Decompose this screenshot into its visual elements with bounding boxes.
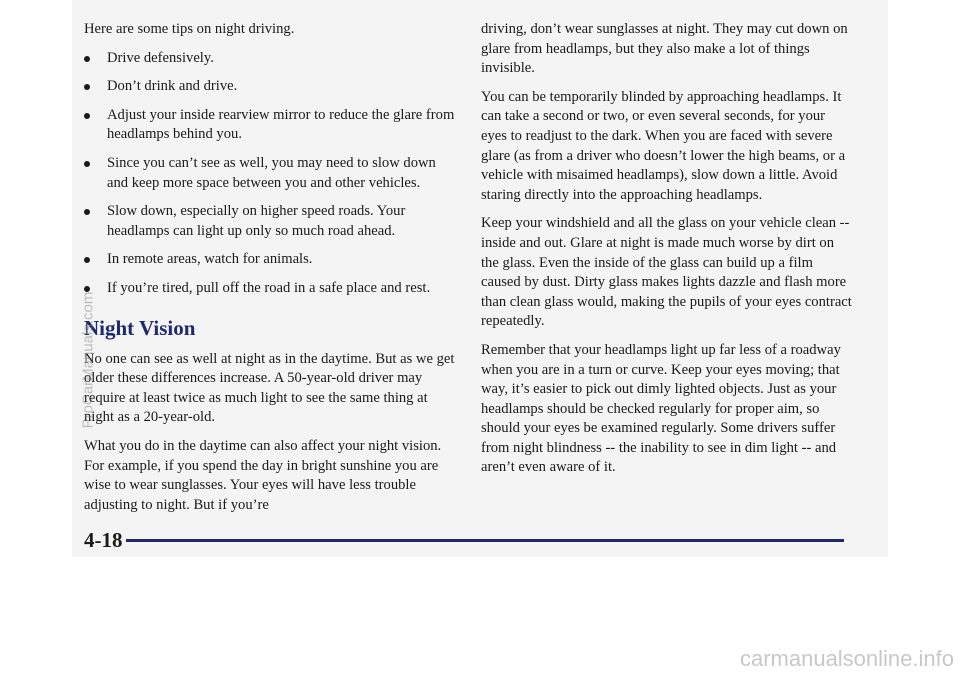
list-item: Adjust your inside rearview mirror to reduce the glare from headlamps behind you.: [84, 106, 459, 145]
section-heading: Night Vision: [84, 315, 196, 340]
body-paragraph: No one can see as well at night as in the daytime. But as we get older these differences increase. A 50-year-old driver may require at least twice as much light to see the same thing at night as a 20-year-old.: [84, 350, 455, 426]
body-paragraph: What you do in the daytime can also affect your night vision. For example, if you spend the day in bright sunshine you are wise to wear sunglasses. Your eyes will have less trouble adjusting to night. But if you’re: [84, 437, 442, 513]
bullet-icon: [84, 161, 90, 167]
footer-rule: [126, 539, 844, 542]
body-paragraph: Keep your windshield and all the glass on your vehicle clean -- inside and out. Glare at night is made much worse by dirt on the glass. Even the inside of the glass can build up a film caused by dust. Dirty glass makes lights dazzle and flash more than clean glass would, making the pupils of your eyes contract repeatedly.: [481, 215, 852, 330]
list-item: Slow down, especially on higher speed roads. Your headlamps can light up only so much road ahead.: [84, 202, 459, 241]
body-paragraph: driving, don’t wear sunglasses at night. They may cut down on glare from headlamps, but they also make a lot of things invisible.: [481, 21, 848, 77]
body-paragraph: Remember that your headlamps light up far less of a roadway when you are in a turn or curve. Keep your eyes moving; that way, it’s easier to pick out dimly lighted objects. Just as your headlamps should be checked regularly for proper aim, so should your eyes be examined regularly. Some drivers suffer from night blindness -- the inability to see in dim light -- and aren’t even aware of it.: [481, 341, 841, 476]
intro-text: Here are some tips on night driving.: [84, 21, 295, 37]
list-item: Since you can’t see as well, you may need to slow down and keep more space between you and other vehicles.: [84, 154, 459, 193]
body-paragraph: You can be temporarily blinded by approaching headlamps. It can take a second or two, or even several seconds, for your eyes to readjust to the dark. When you are faced with severe glare (as from a driver who doesn’t lower the high beams, or a vehicle with misaimed headlamps), slow down a little. Avoid staring directly into the approaching headlamps.: [481, 88, 846, 203]
list-item: If you’re tired, pull off the road in a safe place and rest.: [84, 279, 459, 299]
bullet-icon: [84, 209, 90, 215]
bullet-icon: [84, 84, 90, 90]
list-item: In remote areas, watch for animals.: [84, 250, 459, 270]
bottom-watermark: carmanualsonline.info: [739, 646, 954, 671]
list-item: Drive defensively.: [84, 49, 459, 69]
left-column: [84, 20, 459, 524]
bullet-icon: [84, 113, 90, 119]
side-watermark: ProCarManuals.com: [79, 291, 97, 429]
bullet-icon: [84, 56, 90, 62]
bullet-icon: [84, 257, 90, 263]
page-number: 4-18: [84, 528, 123, 552]
right-column: [481, 20, 853, 487]
list-item: Don’t drink and drive.: [84, 77, 459, 97]
night-driving-tips-list: [84, 49, 459, 299]
